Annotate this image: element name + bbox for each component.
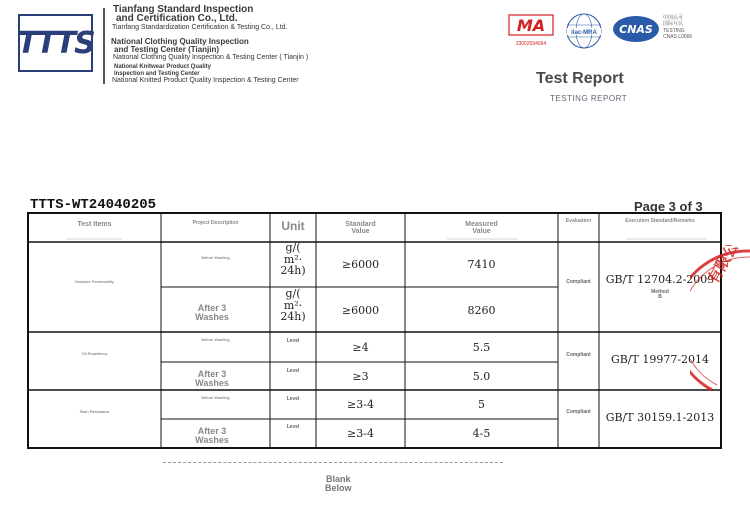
measured-value: 7410 <box>467 258 496 271</box>
header-divider <box>103 8 105 84</box>
measured-value: 5.0 <box>472 370 491 383</box>
cma-logo-icon <box>508 14 554 36</box>
svg-text:ilac-MRA: ilac-MRA <box>571 30 597 36</box>
desc-after-washes: After 3 Washes <box>195 303 229 323</box>
org-name-line2: and Certification Co., Ltd. <box>116 13 238 24</box>
cma-mark <box>508 14 554 46</box>
ttts-logo <box>18 14 93 72</box>
standard-value: ≥4 <box>352 341 369 354</box>
cnas-labels <box>663 15 692 40</box>
col-unit: Unit <box>281 219 305 233</box>
official-seal <box>690 245 750 405</box>
col-evaluation: Evaluation <box>565 218 592 224</box>
standard-value: ≥6000 <box>341 258 380 271</box>
cnas-cn: 中国认可 <box>663 15 684 21</box>
svg-text:CNAS: CNAS <box>619 23 653 36</box>
evaluation-compliant: Compliant <box>566 409 591 415</box>
standard-value: ≥6000 <box>341 304 380 317</box>
seal-stamp-icon <box>690 245 750 405</box>
measured-value: 4-5 <box>472 427 491 440</box>
standard-value: ≥3-4 <box>347 398 374 411</box>
measured-value: 5 <box>478 398 485 411</box>
desc-after-washes: After 3 Washes <box>195 426 229 446</box>
center2-cn: National Knitted Product Quality Inspection & Testing Center <box>112 77 299 84</box>
execution-standard: GB/T 19977-2014 <box>610 353 710 366</box>
col-standard-value: Standard Value <box>345 221 376 236</box>
blank-below <box>325 475 352 493</box>
cnas-sub3: CNAS L0666 <box>663 33 693 40</box>
execution-standard: GB/T 30159.1-2013 <box>605 411 715 424</box>
cnas-logo-icon <box>611 14 661 44</box>
org-name-line1: Tianfang Standard Inspection <box>113 4 254 15</box>
page-number: Page 3 of 3 <box>634 199 703 214</box>
results-table <box>27 212 722 449</box>
center1-line2: and Testing Center (Tianjin) <box>114 45 220 54</box>
unit-value: g/( m²· 24h) <box>280 287 306 324</box>
evaluation-compliant: Compliant <box>566 279 591 285</box>
measured-value: 8260 <box>467 304 496 317</box>
cnas-sub1: 国际互认 <box>663 21 684 28</box>
unit-value: g/( m²· 24h) <box>280 241 306 278</box>
item-moisture-permeability: Moisture Permeability <box>75 279 114 284</box>
col-measured-value: Measured Value <box>465 221 498 236</box>
execution-standard: GB/T 12704.2-2009 <box>605 273 715 286</box>
unit-level: Level <box>286 424 300 430</box>
evaluation-compliant: Compliant <box>566 352 591 358</box>
unit-level: Level <box>286 368 300 374</box>
item-stain-resistance: Stain Resistance <box>79 409 110 414</box>
measured-value: 5.5 <box>472 341 491 354</box>
desc-before-washing: Before Washing <box>201 395 230 400</box>
ma-text: MA <box>516 16 546 35</box>
report-title: Test Report <box>536 70 624 87</box>
col-project-description: Project Description <box>192 220 239 226</box>
ma-number: 23002034664 <box>515 41 547 47</box>
desc-after-washes: After 3 Washes <box>195 369 229 389</box>
desc-before-washing: Before Washing <box>201 255 230 260</box>
center1-line1: National Clothing Quality Inspection <box>111 37 249 46</box>
ilac-globe-icon <box>563 12 605 50</box>
item-oil-repellency: Oil Repellency <box>81 351 108 356</box>
ilac-mra-mark <box>563 12 605 50</box>
execution-remark: Method B <box>651 289 669 301</box>
org-name-cn: Tianfang Standardization Certification & Testing Co., Ltd. <box>112 24 288 31</box>
unit-level: Level <box>286 396 300 402</box>
end-divider <box>163 462 503 463</box>
report-number: TTTS-WT24040205 <box>30 197 157 213</box>
seal-text: 有限公司 <box>703 245 750 287</box>
cnas-mark <box>611 14 661 44</box>
center2-line2: Inspection and Testing Center <box>114 71 200 77</box>
cnas-sub2: TESTING <box>663 27 685 34</box>
standard-value: ≥3-4 <box>347 427 374 440</box>
col-execution-standard: Execution Standard/Remarks <box>625 218 695 224</box>
col-test-items: Test Items <box>77 221 112 228</box>
center1-cn: National Clothing Quality Inspection & Testing Center ( Tianjin ) <box>113 54 309 61</box>
report-subtitle: TESTING REPORT <box>550 94 628 103</box>
desc-before-washing: Before Washing <box>201 337 230 342</box>
standard-value: ≥3 <box>352 370 369 383</box>
logo-text: TTTS <box>17 25 94 61</box>
blank-below-text: Blank Below <box>325 474 352 493</box>
center2-line1: National Knitwear Product Quality <box>114 64 212 70</box>
unit-level: Level <box>286 338 300 344</box>
